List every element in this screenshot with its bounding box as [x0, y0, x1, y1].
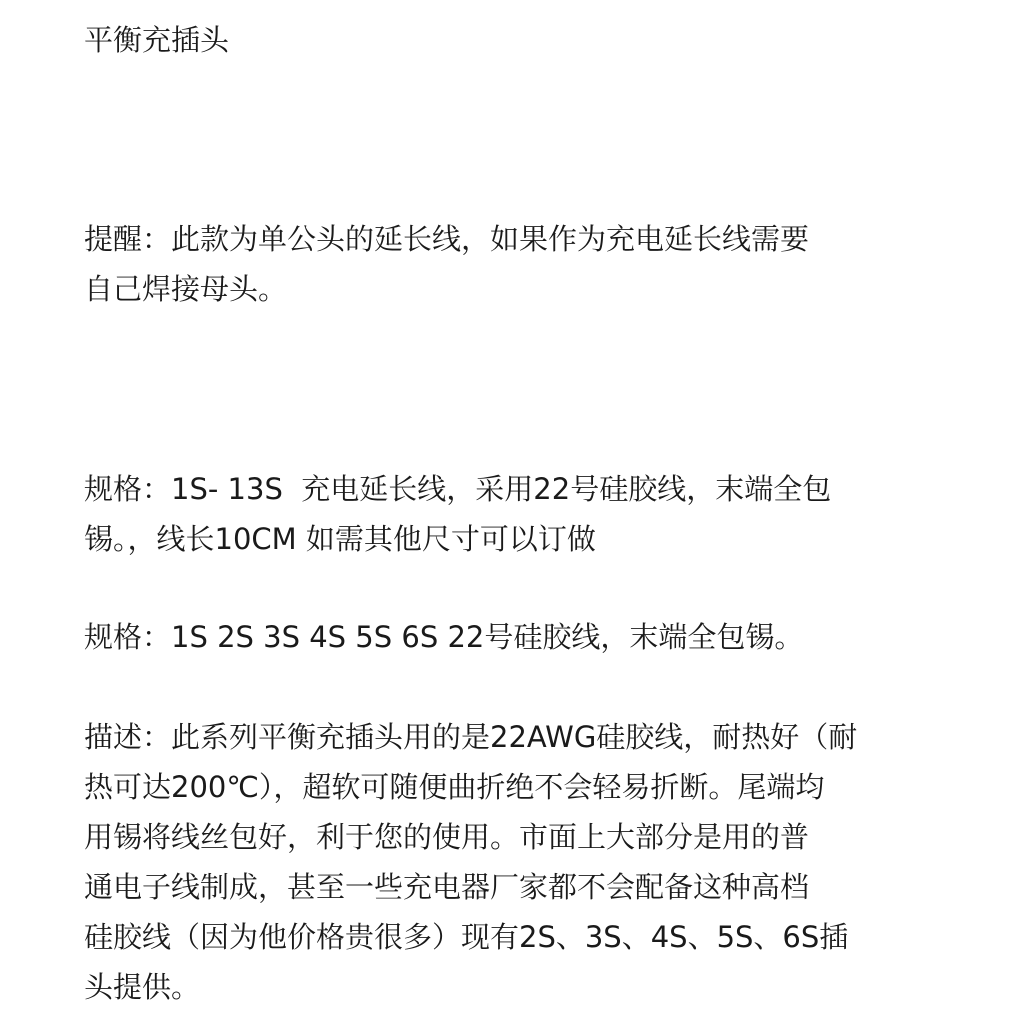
spec-paragraph-extension: 规格：1S- 13S 充电延长线，采用22号硅胶线，末端全包 锡。，线长10CM 如需其他尺寸可以订做 — [84, 472, 832, 556]
description-paragraph: 描述：此系列平衡充插头用的是22AWG硅胶线，耐热好（耐 热可达200℃），超软可随便曲折绝不会轻易折断。尾端均 用锡将线丝包好，利于您的使用。市面上大部分是用的普 通电子线制成，甚至一些充电器厂家都不会配备这种高档 硅胶线（因为他价格贵很多）现有2S、3S、4S、5S、6S插 头提供。 — [84, 720, 858, 1004]
page-title: 平衡充插头 — [84, 23, 230, 57]
spec-paragraph-plug: 规格：1S 2S 3S 4S 5S 6S 22号硅胶线，末端全包锡。 — [84, 620, 804, 654]
reminder-paragraph: 提醒：此款为单公头的延长线，如果作为充电延长线需要 自己焊接母头。 — [84, 222, 810, 306]
